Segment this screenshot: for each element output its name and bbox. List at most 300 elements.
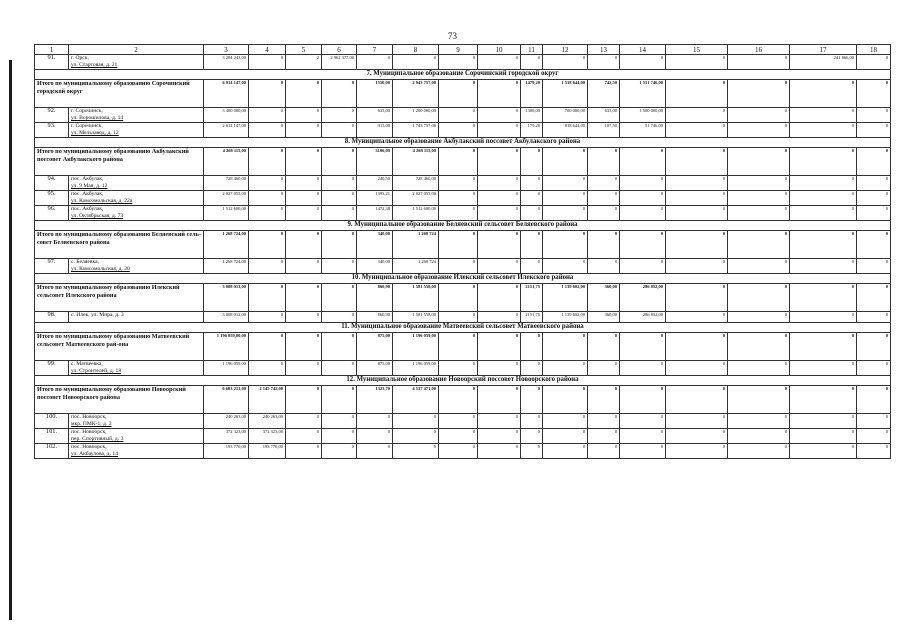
- cell-value: 0: [728, 312, 790, 323]
- address-cell: [69, 191, 204, 206]
- cell-value: 742,50: [588, 80, 620, 108]
- cell-value: 0: [249, 231, 286, 259]
- cell-value: 0: [857, 414, 891, 429]
- cell-value: 0: [588, 148, 620, 176]
- cell-value: 0: [286, 80, 322, 108]
- cell-value: 0: [322, 361, 357, 376]
- cell-value: 340,00: [357, 259, 393, 274]
- cell-value: 860,90: [357, 312, 393, 323]
- address-cell: [69, 444, 204, 459]
- cell-value: 2 614 147,00: [204, 123, 249, 138]
- cell-value: 0: [478, 191, 521, 206]
- address-line-1: с. Илек, ул. Мира, д. 3: [71, 312, 124, 318]
- cell-value: 0: [249, 55, 286, 70]
- cell-value: 0: [588, 429, 620, 444]
- cell-value: 700 000,00: [543, 108, 588, 123]
- address-line-1: пос. Акбулак,: [71, 206, 104, 212]
- section-heading-row: [35, 138, 891, 148]
- cell-value: 0: [543, 333, 588, 361]
- cell-value: 0: [439, 444, 478, 459]
- cell-value: 0: [439, 191, 478, 206]
- cell-value: 3106,09: [357, 148, 393, 176]
- cell-value: 0: [286, 176, 322, 191]
- cell-value: 240 263,00: [249, 414, 286, 429]
- address-line-2: ул. Мельзавод, д. 12: [71, 130, 119, 136]
- cell-value: 0: [249, 333, 286, 361]
- cell-value: 0: [439, 231, 478, 259]
- cell-value: 0: [728, 429, 790, 444]
- cell-value: 6 014 147,00: [204, 80, 249, 108]
- cell-value: 0: [666, 206, 728, 221]
- cell-value: 1393,21: [357, 191, 393, 206]
- subtotal-row: [35, 231, 891, 259]
- subtotal-row: [35, 148, 891, 176]
- cell-value: 0: [322, 148, 357, 176]
- cell-value: 0: [666, 414, 728, 429]
- cell-value: 728 460,00: [204, 176, 249, 191]
- cell-value: 0: [478, 55, 521, 70]
- row-number: 100.: [35, 414, 69, 429]
- cell-value: 0: [857, 312, 891, 323]
- cell-value: 0: [666, 284, 728, 312]
- cell-value: 0: [620, 333, 666, 361]
- cell-value: 372 323,00: [204, 429, 249, 444]
- cell-value: 1325,70: [357, 386, 393, 414]
- cell-value: 0: [620, 414, 666, 429]
- cell-value: 0: [478, 259, 521, 274]
- section-heading-row: [35, 323, 891, 333]
- cell-value: 0: [439, 414, 478, 429]
- column-number: 15: [666, 45, 728, 55]
- cell-value: 0: [439, 361, 478, 376]
- cell-value: 0: [620, 191, 666, 206]
- cell-value: 0: [478, 148, 521, 176]
- address-cell: [69, 108, 204, 123]
- table-row: [35, 444, 891, 459]
- cell-value: 0: [439, 312, 478, 323]
- cell-value: 179,20: [521, 123, 543, 138]
- section-title: 7. Муниципальное образование Сорочинский городской округ: [35, 70, 891, 80]
- cell-value: 0: [857, 284, 891, 312]
- column-number: 14: [620, 45, 666, 55]
- cell-value: 0: [790, 191, 857, 206]
- cell-value: 0: [286, 333, 322, 361]
- cell-value: 0: [790, 123, 857, 138]
- cell-value: 0: [322, 284, 357, 312]
- cell-value: 0: [666, 148, 728, 176]
- subtotal-label: Итого по муниципальному образованию Матвеевский сельсовет Матвеевского рай-она: [35, 333, 204, 361]
- cell-value: 0: [543, 444, 588, 459]
- cell-value: 0: [620, 386, 666, 414]
- cell-value: 0: [857, 55, 891, 70]
- cell-value: 0: [728, 206, 790, 221]
- cell-value: 0: [857, 231, 891, 259]
- cell-value: 4 537 471,00: [393, 386, 439, 414]
- registry-table: [34, 44, 891, 459]
- cell-value: 635,00: [357, 108, 393, 123]
- cell-value: 0: [249, 108, 286, 123]
- address-line-2: ул. Ворошилова, д. 14: [71, 115, 124, 121]
- cell-value: 1479,20: [521, 80, 543, 108]
- cell-value: 1 139 602,00: [543, 312, 588, 323]
- cell-value: 0: [620, 231, 666, 259]
- cell-value: 0: [521, 361, 543, 376]
- cell-value: 1 512 600,00: [393, 206, 439, 221]
- cell-value: 0: [790, 284, 857, 312]
- cell-value: 1 268 724: [393, 231, 439, 259]
- cell-value: 0: [588, 259, 620, 274]
- cell-value: 0: [521, 191, 543, 206]
- cell-value: 0: [322, 176, 357, 191]
- cell-value: 0: [439, 80, 478, 108]
- cell-value: 0: [588, 444, 620, 459]
- cell-value: 0: [728, 333, 790, 361]
- cell-value: 0: [478, 414, 521, 429]
- subtotal-label: Итого по муниципальному образованию Акбулакский поссовет Акбулакского района: [35, 148, 204, 176]
- cell-value: 0: [478, 284, 521, 312]
- table-row: [35, 361, 891, 376]
- cell-value: 0: [620, 259, 666, 274]
- cell-value: 0: [439, 429, 478, 444]
- cell-value: 0: [286, 108, 322, 123]
- address-line-2: ул. Строителей, д. 18: [71, 368, 122, 374]
- cell-value: 0: [666, 312, 728, 323]
- cell-value: 1 196 059,00: [393, 333, 439, 361]
- address-cell: [69, 206, 204, 221]
- row-number: 92.: [35, 108, 69, 123]
- address-line-2: ул. Комсомольская, д. 20: [71, 266, 130, 272]
- cell-value: 1 196 059,00,00: [204, 333, 249, 361]
- row-number: 97.: [35, 259, 69, 274]
- column-number: 13: [588, 45, 620, 55]
- cell-value: 1 551 746,00: [620, 80, 666, 108]
- subtotal-row: [35, 80, 891, 108]
- cell-value: 0: [521, 333, 543, 361]
- cell-value: 1 743 757,00: [393, 123, 439, 138]
- cell-value: 0: [728, 123, 790, 138]
- address-line-2: мкр. ПМК-1, д. 3: [71, 421, 112, 427]
- cell-value: 1 512 600,00: [204, 206, 249, 221]
- cell-value: 0: [857, 176, 891, 191]
- cell-value: 0: [439, 176, 478, 191]
- cell-value: 0: [588, 333, 620, 361]
- cell-value: 0: [543, 176, 588, 191]
- cell-value: 0: [286, 231, 322, 259]
- cell-value: 0: [543, 386, 588, 414]
- cell-value: 4 268 115,00: [204, 148, 249, 176]
- cell-value: 818 644,00: [543, 123, 588, 138]
- cell-value: 0: [322, 414, 357, 429]
- section-title: 9. Муниципальное образование Беляевский сельсовет Беляевского района: [35, 221, 891, 231]
- address-cell: [69, 123, 204, 138]
- cell-value: 0: [393, 444, 439, 459]
- cell-value: 0: [249, 80, 286, 108]
- cell-value: 0: [857, 80, 891, 108]
- row-number: 93.: [35, 123, 69, 138]
- cell-value: 0: [543, 259, 588, 274]
- cell-value: 0: [393, 55, 439, 70]
- cell-value: 0: [286, 444, 322, 459]
- cell-value: 0: [521, 176, 543, 191]
- row-number: 102.: [35, 444, 69, 459]
- address-line-2: ул. Комсомольская, д. 22а: [71, 198, 133, 204]
- cell-value: 3 204 243,00: [204, 55, 249, 70]
- section-heading-row: [35, 70, 891, 80]
- cell-value: 0: [588, 176, 620, 191]
- cell-value: 240,50: [357, 176, 393, 191]
- cell-value: 0: [790, 333, 857, 361]
- cell-value: 0: [666, 108, 728, 123]
- cell-value: 0: [543, 55, 588, 70]
- section-heading-row: [35, 221, 891, 231]
- cell-value: 0: [286, 284, 322, 312]
- cell-value: 1 581 558,00: [393, 284, 439, 312]
- cell-value: 6 683 213,00: [204, 386, 249, 414]
- cell-value: 0: [521, 429, 543, 444]
- table-row: [35, 191, 891, 206]
- cell-value: 0: [620, 176, 666, 191]
- address-line-1: пос. Новоорск,: [71, 414, 107, 420]
- cell-value: 2: [286, 55, 322, 70]
- column-number-row: [35, 45, 891, 55]
- address-line-2: ул. 9 Мая, д. 12: [71, 183, 108, 189]
- cell-value: 340,00: [357, 231, 393, 259]
- cell-value: 0: [728, 108, 790, 123]
- table-row: [35, 176, 891, 191]
- cell-value: 0: [286, 312, 322, 323]
- cell-value: 0: [857, 444, 891, 459]
- cell-value: 3 008 012,00: [204, 312, 249, 323]
- section-heading-row: [35, 376, 891, 386]
- cell-value: 0: [478, 80, 521, 108]
- cell-value: 0: [543, 148, 588, 176]
- cell-value: 0: [588, 231, 620, 259]
- cell-value: 0: [439, 55, 478, 70]
- table-row: [35, 108, 891, 123]
- subtotal-row: [35, 284, 891, 312]
- cell-value: 0: [790, 176, 857, 191]
- cell-value: 4 268 115,00: [393, 148, 439, 176]
- cell-value: 2 962 377,00: [322, 55, 357, 70]
- table-row: [35, 55, 891, 70]
- cell-value: 0: [728, 191, 790, 206]
- cell-value: 0: [322, 386, 357, 414]
- column-number: 18: [857, 45, 891, 55]
- address-line-2: ул. Октябрьская, д. 73: [71, 213, 124, 219]
- cell-value: 0: [728, 414, 790, 429]
- cell-value: 0: [728, 55, 790, 70]
- cell-value: 193 770,00: [249, 444, 286, 459]
- cell-value: 0: [521, 386, 543, 414]
- cell-value: 0: [357, 55, 393, 70]
- address-line-1: пос. Акбулак,: [71, 176, 104, 182]
- cell-value: 0: [543, 231, 588, 259]
- cell-value: 0: [857, 429, 891, 444]
- cell-value: 915,00: [357, 123, 393, 138]
- cell-value: 0: [478, 312, 521, 323]
- column-number: 3: [204, 45, 249, 55]
- address-line-1: с. Беляевка,: [71, 259, 99, 265]
- cell-value: 0: [478, 231, 521, 259]
- cell-value: 0: [478, 176, 521, 191]
- cell-value: 0: [439, 259, 478, 274]
- cell-value: 0: [728, 231, 790, 259]
- row-number: 94.: [35, 176, 69, 191]
- address-line-1: с. Матвеевка,: [71, 361, 103, 367]
- cell-value: 0: [521, 148, 543, 176]
- cell-value: 1 268 724,00: [204, 231, 249, 259]
- cell-value: 0: [620, 444, 666, 459]
- cell-value: 0: [249, 206, 286, 221]
- cell-value: 0: [666, 259, 728, 274]
- cell-value: 0: [393, 429, 439, 444]
- cell-value: 0: [790, 361, 857, 376]
- cell-value: 0: [322, 191, 357, 206]
- cell-value: 0: [322, 444, 357, 459]
- table-row: [35, 206, 891, 221]
- address-cell: [69, 312, 204, 323]
- column-number: 7: [357, 45, 393, 55]
- section-title: 12. Муниципальное образование Новоорский поссовет Новоорского района: [35, 376, 891, 386]
- cell-value: 2 027 055,00: [204, 191, 249, 206]
- cell-value: 0: [543, 414, 588, 429]
- cell-value: 0: [286, 386, 322, 414]
- section-title: 11. Муниципальное образование Матвеевский сельсовет Матвеевского района: [35, 323, 891, 333]
- cell-value: 0: [620, 148, 666, 176]
- cell-value: 0: [588, 361, 620, 376]
- cell-value: 1 196 059,00: [393, 361, 439, 376]
- cell-value: 0: [322, 123, 357, 138]
- cell-value: 0: [790, 108, 857, 123]
- cell-value: 875,00: [357, 333, 393, 361]
- cell-value: 0: [728, 386, 790, 414]
- cell-value: 635,00: [588, 108, 620, 123]
- cell-value: 3 008 013,00: [204, 284, 249, 312]
- cell-value: 0: [249, 123, 286, 138]
- cell-value: 0: [478, 333, 521, 361]
- address-line-2: ул. Акбаулова, д. 14: [71, 451, 119, 457]
- cell-value: 1 518 644,00: [543, 80, 588, 108]
- cell-value: 0: [439, 108, 478, 123]
- cell-value: 0: [666, 176, 728, 191]
- cell-value: 0: [478, 206, 521, 221]
- cell-value: 0: [521, 414, 543, 429]
- cell-value: 1 500 000,00: [620, 108, 666, 123]
- cell-value: 1 268 724: [393, 259, 439, 274]
- cell-value: 0: [857, 259, 891, 274]
- cell-value: 875,00: [357, 361, 393, 376]
- cell-value: 0: [439, 148, 478, 176]
- column-number: 17: [790, 45, 857, 55]
- cell-value: 0: [790, 312, 857, 323]
- cell-value: 728 460,00: [393, 176, 439, 191]
- address-line-1: пос. Акбулак,: [71, 191, 104, 197]
- cell-value: 0: [728, 444, 790, 459]
- cell-value: 0: [666, 191, 728, 206]
- cell-value: 0: [666, 231, 728, 259]
- cell-value: 0: [478, 361, 521, 376]
- cell-value: 286 852,00: [620, 284, 666, 312]
- cell-value: 0: [322, 231, 357, 259]
- table-row: [35, 123, 891, 138]
- cell-value: 0: [286, 191, 322, 206]
- cell-value: 0: [857, 206, 891, 221]
- cell-value: 372 323,00: [249, 429, 286, 444]
- cell-value: 0: [857, 361, 891, 376]
- cell-value: 0: [620, 55, 666, 70]
- address-line-1: пос. Новоорск,: [71, 444, 107, 450]
- section-title: 8. Муниципальное образование Акбулакский поссовет Акбулакского района: [35, 138, 891, 148]
- section-title: 10. Муниципальное образование Илекский сельсовет Илекского района: [35, 274, 891, 284]
- column-number: 5: [286, 45, 322, 55]
- cell-value: 0: [322, 429, 357, 444]
- cell-value: 0: [790, 444, 857, 459]
- cell-value: 0: [543, 191, 588, 206]
- cell-value: 0: [790, 259, 857, 274]
- cell-value: 0: [521, 55, 543, 70]
- cell-value: 360,00: [588, 312, 620, 323]
- address-line-1: г. Сорочинск,: [71, 123, 103, 129]
- cell-value: 0: [790, 429, 857, 444]
- subtotal-label: Итого по муниципальному образованию Новоорский поссовет Новоорского района: [35, 386, 204, 414]
- cell-value: 0: [728, 361, 790, 376]
- cell-value: 2 145 742,00: [249, 386, 286, 414]
- table-row: [35, 429, 891, 444]
- row-number: 99.: [35, 361, 69, 376]
- cell-value: 193 770,00: [204, 444, 249, 459]
- cell-value: 0: [857, 333, 891, 361]
- cell-value: 1 581 558,00: [393, 312, 439, 323]
- cell-value: 1 200 000,00: [393, 108, 439, 123]
- cell-value: 0: [790, 231, 857, 259]
- table-row: [35, 414, 891, 429]
- cell-value: 0: [728, 80, 790, 108]
- cell-value: 0: [620, 361, 666, 376]
- cell-value: 0: [249, 312, 286, 323]
- row-number: 91.: [35, 55, 69, 70]
- cell-value: 0: [728, 284, 790, 312]
- cell-value: 0: [322, 333, 357, 361]
- cell-value: 240 263,00: [204, 414, 249, 429]
- cell-value: 0: [521, 259, 543, 274]
- cell-value: 0: [249, 148, 286, 176]
- address-cell: [69, 429, 204, 444]
- cell-value: 0: [478, 108, 521, 123]
- column-number: 10: [478, 45, 521, 55]
- cell-value: 0: [322, 312, 357, 323]
- row-number: 98.: [35, 312, 69, 323]
- cell-value: 0: [857, 191, 891, 206]
- cell-value: 1 196 059,00: [204, 361, 249, 376]
- cell-value: 0: [521, 231, 543, 259]
- address-line-1: пос. Новоорск,: [71, 429, 107, 435]
- address-line-1: г. Орск,: [71, 55, 89, 61]
- cell-value: 1300,00: [521, 108, 543, 123]
- cell-value: 0: [322, 80, 357, 108]
- cell-value: 0: [543, 361, 588, 376]
- row-number: 96.: [35, 206, 69, 221]
- address-cell: [69, 176, 204, 191]
- cell-value: 0: [666, 429, 728, 444]
- cell-value: 0: [357, 444, 393, 459]
- cell-value: 0: [620, 429, 666, 444]
- cell-value: 0: [286, 429, 322, 444]
- cell-value: 0: [322, 259, 357, 274]
- subtotal-label: Итого по муниципальному образованию Сорочинский городской округ: [35, 80, 204, 108]
- cell-value: 1 139 602,00: [543, 284, 588, 312]
- binding-rule: [9, 60, 12, 620]
- cell-value: 0: [790, 206, 857, 221]
